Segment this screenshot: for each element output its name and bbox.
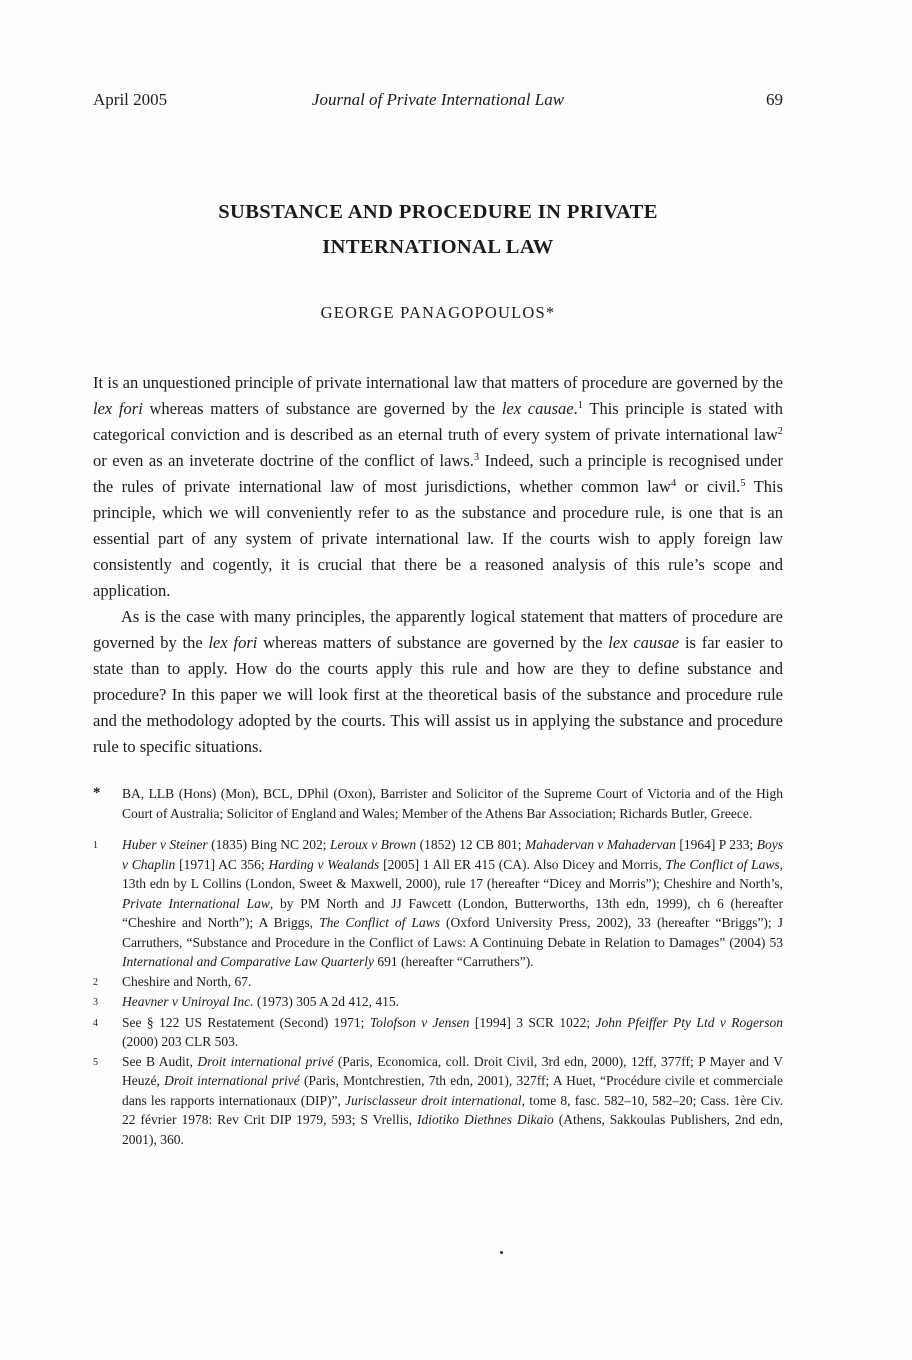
footnote-1 [93,835,783,972]
footnote-2 [93,972,783,993]
article-body [93,370,783,760]
paragraph-1: It is an unquestioned principle of private international law that matters of procedure are governed by the lex fori whereas matters of substance are governed by the lex causae.$^1$ This principle is stated with categorical conviction and is described as an eternal truth of every system of private international law$^2$ or even as an inveterate doctrine of the conflict of laws.$^3$ Indeed, such a principle is recognised under the rules of private international law of most jurisdictions, whether common law$^4$ or civil.$^5$ This principle, which we will conveniently refer to as the substance and procedure rule, is one that is an essential part of any system of private international law. If the courts wish to apply foreign law consistently and cogently, it is crucial that there be a reasoned analysis of this rule’s scope and application. [93,373,783,600]
footnote-text: Cheshire and North, 67. [122,973,252,989]
author-name: GEORGE PANAGOPOULOS* [320,303,556,322]
header-journal-title: Journal of Private International Law [311,90,565,109]
footnote-text: Heavner v Uniroyal Inc. (1973) 305 A 2d 412, 415. [122,994,399,1009]
article-title-line-1: SUBSTANCE AND PROCEDURE IN PRIVATE [218,201,658,223]
footnote-marker: 2 [93,976,98,988]
footnote-asterisk [93,784,783,823]
footnote-3 [93,992,783,1013]
article-title [93,195,783,265]
footnote-text: See B Audit, Droit international privé (Paris, Economica, coll. Droit Civil, 3rd edn, 2000), 12ff, 377ff; P Mayer and V Heuzé, Droit international privé (Paris, Montchrestien, 7th edn, 2001), 327ff; A Huet, “Procédure civile et commerciale dans les rapports internationaux (DIP)”, Jurisclasseur droit international, tome 8, fasc. 582–10, 582–20; Cass. 1ère Civ. 22 février 1978: Rev Crit DIP 1979, 593; S Vrellis, Idiotiko Diethnes Dikaio (Athens, Sakkoulas Publishers, 2nd edn, 2001), 360. [122,1053,784,1147]
footnote-text: See § 122 US Restatement (Second) 1971; Tolofson v Jensen [1994] 3 SCR 1022; John Pfeiffer Pty Ltd v Rogerson (2000) 203 CLR 503. [122,1014,784,1049]
footnote-marker: 3 [93,997,98,1008]
footnote-marker: 1 [93,840,98,851]
footnote-marker: 5 [93,1056,98,1068]
article-title-line-2: INTERNATIONAL LAW [322,236,554,258]
footnote-marker: * [93,785,101,801]
footnote-5 [93,1052,783,1150]
footnotes-section [93,784,783,1149]
footnote-text: BA, LLB (Hons) (Mon), BCL, DPhil (Oxon), Barrister and Solicitor of the Supreme Court of Victoria and of the High Court of Australia; Solicitor of England and Wales; Member of the Athens Bar Association; Richards Butler, Greece. [122,786,783,821]
scan-speck-artifact [500,1251,503,1254]
page-content [93,0,783,1149]
header-date: April 2005 [93,90,168,109]
running-header [93,90,783,110]
paragraph-2: As is the case with many principles, the apparently logical statement that matters of procedure are governed by the lex fori whereas matters of substance are governed by the lex causae is far easier to state than to apply. How do the courts apply this rule and how are they to define substance and procedure? In this paper we will look first at the theoretical basis of the substance and procedure rule and the methodology adopted by the courts. This will assist us in applying the substance and procedure rule to specific situations. [93,607,783,756]
header-page-number: 69 [766,90,783,109]
footnote-4 [93,1013,783,1052]
footnote-text: Huber v Steiner (1835) Bing NC 202; Leroux v Brown (1852) 12 CB 801; Mahadervan v Mahadervan [1964] P 233; Boys v Chaplin [1971] AC 356; Harding v Wealands [2005] 1 All ER 415 (CA). Also Dicey and Morris, The Conflict of Laws, 13th edn by L Collins (London, Sweet & Maxwell, 2000), rule 17 (hereafter “Dicey and Morris”); Cheshire and North’s, Private International Law, by PM North and JJ Fawcett (London, Butterworths, 13th edn, 1999), ch 6 (hereafter “Cheshire and North”); A Briggs, The Conflict of Laws (Oxford University Press, 2002), 33 (hereafter “Briggs”); J Carruthers, “Substance and Procedure in the Conflict of Laws: A Continuing Debate in Relation to Damages” (2004) 53 International and Comparative Law Quarterly 691 (hereafter “Carruthers”). [122,837,783,969]
footnote-marker: 4 [93,1017,98,1029]
